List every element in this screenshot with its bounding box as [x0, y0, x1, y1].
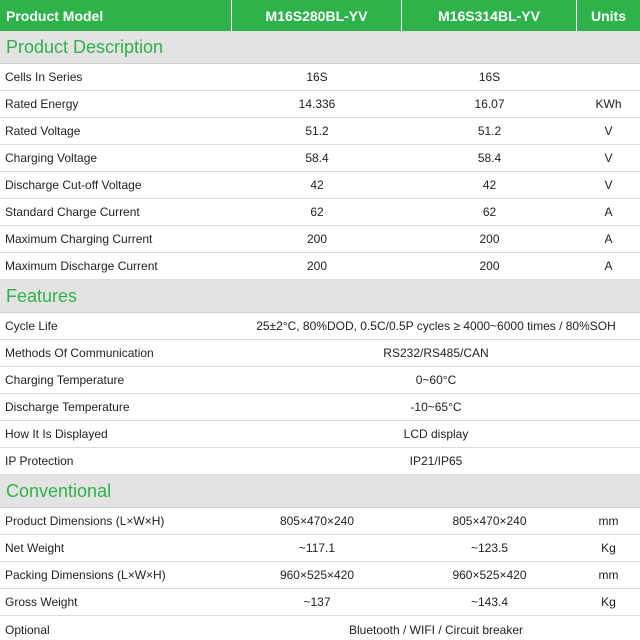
row-value-1: 960×525×420 — [279, 568, 355, 582]
table-row — [0, 313, 640, 340]
table-row — [0, 172, 640, 199]
row-value-1: 42 — [310, 178, 324, 192]
row-value-1: 51.2 — [305, 124, 329, 138]
table-row — [0, 64, 640, 91]
row-value-2: ~143.4 — [470, 595, 509, 609]
row-value: RS232/RS485/CAN — [383, 346, 489, 360]
row-label: Packing Dimensions (L×W×H) — [5, 568, 166, 582]
row-label: Rated Energy — [5, 97, 79, 111]
row-unit: V — [604, 178, 613, 192]
row-label: Net Weight — [5, 541, 65, 555]
section-features: Features — [0, 280, 640, 313]
row-value-1: 16S — [306, 70, 328, 84]
row-label: Optional — [5, 622, 50, 637]
row-unit: Kg — [601, 541, 616, 555]
row-label: Charging Voltage — [5, 151, 98, 165]
row-label: Discharge Temperature — [5, 400, 130, 414]
row-value: Bluetooth / WIFI / Circuit breaker — [348, 622, 524, 637]
row-label: Standard Charge Current — [5, 205, 140, 219]
table-row — [0, 394, 640, 421]
row-unit: Kg — [601, 595, 616, 609]
header-units: Units — [591, 7, 626, 24]
row-value-2: 200 — [479, 259, 500, 273]
row-value-2: 16S — [478, 70, 501, 84]
row-label: Rated Voltage — [5, 124, 81, 138]
row-value-2: 805×470×240 — [452, 514, 527, 528]
table-row — [0, 367, 640, 394]
table-row — [0, 91, 640, 118]
section-product-description: Product Description — [0, 31, 640, 64]
row-label: How It Is Displayed — [5, 427, 108, 441]
table-row — [0, 118, 640, 145]
row-value: 0~60°C — [415, 373, 457, 387]
row-value-1: 200 — [306, 232, 328, 246]
row-value-2: 51.2 — [477, 124, 502, 138]
row-value-2: 58.4 — [477, 151, 502, 165]
row-unit: KWh — [595, 97, 622, 111]
header-model-2: M16S314BL-YV — [402, 0, 577, 31]
row-unit: mm — [598, 514, 619, 528]
table-row — [0, 145, 640, 172]
row-label: Maximum Charging Current — [5, 232, 153, 246]
row-unit: V — [604, 124, 613, 138]
row-unit: V — [604, 151, 613, 165]
row-label: IP Protection — [5, 454, 74, 468]
row-unit — [577, 64, 640, 90]
row-label: Cells In Series — [5, 70, 83, 84]
table-row — [0, 508, 640, 535]
row-value-1: 14.336 — [298, 97, 336, 111]
header-model-1: M16S280BL-YV — [232, 0, 402, 31]
row-value: -10~65°C — [410, 400, 462, 414]
row-value-1: ~117.1 — [298, 541, 336, 555]
row-value: LCD display — [403, 427, 469, 441]
row-value-2: 42 — [482, 178, 497, 192]
table-row — [0, 226, 640, 253]
row-label: Product Dimensions (L×W×H) — [5, 514, 165, 528]
header-product-model: Product Model — [0, 0, 232, 31]
table-row — [0, 589, 640, 616]
row-value-2: 62 — [482, 205, 497, 219]
row-unit: A — [604, 232, 613, 246]
table-row — [0, 253, 640, 280]
row-value-2: ~123.5 — [470, 541, 509, 555]
row-label: Cycle Life — [5, 319, 58, 333]
row-value: 25±2°C, 80%DOD, 0.5C/0.5P cycles ≥ 4000~6000 times / 80%SOH — [256, 319, 616, 333]
row-value-1: 805×470×240 — [279, 514, 355, 528]
table-row — [0, 199, 640, 226]
row-value-1: 62 — [310, 205, 324, 219]
row-label: Gross Weight — [5, 595, 78, 609]
table-row — [0, 535, 640, 562]
row-value-1: ~137 — [303, 595, 331, 609]
section-conventional: Conventional — [0, 475, 640, 508]
row-value-1: 58.4 — [305, 151, 329, 165]
table-row — [0, 562, 640, 589]
table-row — [0, 421, 640, 448]
row-label: Methods Of Communication — [5, 346, 154, 360]
row-label: Discharge Cut-off Voltage — [5, 178, 142, 192]
row-value-2: 16.07 — [474, 97, 505, 111]
row-value: IP21/IP65 — [409, 454, 463, 468]
row-label: Maximum Discharge Current — [5, 259, 158, 273]
table-header — [0, 0, 640, 31]
row-value-2: 200 — [479, 232, 500, 246]
row-value-1: 200 — [306, 259, 328, 273]
row-label: Charging Temperature — [5, 373, 125, 387]
row-unit: A — [604, 259, 613, 273]
row-unit: mm — [598, 568, 619, 582]
table-row — [0, 448, 640, 475]
table-row — [0, 616, 640, 640]
table-row — [0, 340, 640, 367]
row-value-2: 960×525×420 — [452, 568, 527, 582]
row-unit: A — [604, 205, 613, 219]
